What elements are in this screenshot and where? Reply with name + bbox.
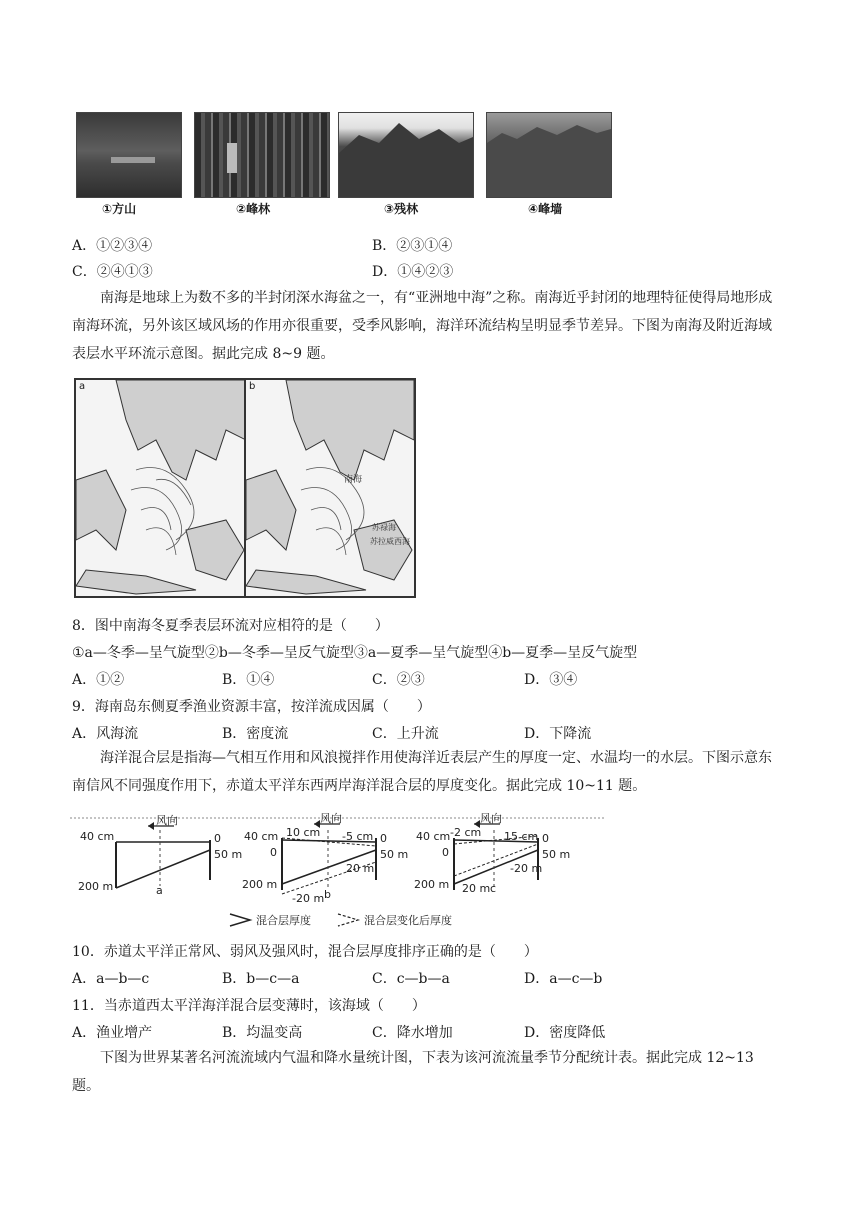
wind-label: 风向 [480,812,502,825]
q7-option-c: C．②④①③ [72,264,153,280]
map-label-south-china-sea: 南海 [344,475,363,485]
q10-option-c: C．c—b—a [372,971,450,987]
map-label-celebes-sea: 苏拉威西海 [370,537,410,546]
photo-caption: ④峰墙 [528,202,563,216]
label-50m: 50 m [380,848,409,861]
q8-option-b: B．①④ [222,672,275,688]
panel-id: c [490,882,497,895]
label-change-top-left: 10 cm [286,826,321,839]
mixed-layer-diagram [70,810,610,936]
mesa-shape [111,157,155,163]
label-change-right: 20 m [346,862,375,875]
q9-option-a: A．风海流 [72,726,139,742]
q9-option-d: D．下降流 [524,726,592,742]
q7-option-b: B．②③①④ [372,238,453,254]
label-0: 0 [442,846,449,859]
photo-fenglin [194,112,330,198]
q11-stem: 11．当赤道西太平洋海洋混合层变薄时，该海域（ ） [72,998,426,1014]
ridge-silhouette [487,113,611,197]
label-200m: 200 m [414,878,450,891]
passage-south-china-sea: 南海是地球上为数不多的半封闭深水海盆之一，有“亚洲地中海”之称。南海近乎封闭的地理特征使得局地形成南海环流，另外该区域风场的作用亦很重要，受季风影响，海洋环流结构呈明显季节差异。下图为南海及附近海域表层水平环流示意图。据此完成 8~9 题。 [72,290,773,362]
label-50m: 50 m [214,848,243,861]
label-change-bottom: 20 m [462,882,491,895]
q10-option-b: B．b—c—a [222,971,300,987]
q8-option-c: C．②③ [372,672,425,688]
panel-id: b [324,888,331,901]
diagram-legend [230,913,452,927]
label-change-top-right: 15 cm [504,830,539,843]
photo-caption: ①方山 [102,202,137,216]
legend-dashed-label: 混合层变化后厚度 [364,914,452,927]
photo-fangshan [76,112,182,198]
q11-option-c: C．降水增加 [372,1025,453,1041]
q10-stem: 10．赤道太平洋正常风、弱风及强风时，混合层厚度排序正确的是（ ） [72,944,538,960]
panel-c [414,811,570,895]
map-a-drawing [76,380,246,596]
q11-option-d: D．密度降低 [524,1025,606,1041]
q8-option-d: D．③④ [524,672,578,688]
q10-option-d: D．a—c—b [524,971,603,987]
label-200m: 200 m [78,880,114,893]
label-40cm: 40 cm [416,830,451,843]
photo-fengqiang [486,112,612,198]
map-tag: b [249,381,256,392]
photo-caption: ③残林 [384,202,419,216]
label-0: 0 [542,832,549,845]
q11-option-a: A．渔业增产 [72,1025,153,1041]
q10-option-a: A．a—b—c [72,971,150,987]
label-200m: 200 m [242,878,278,891]
map-tag: a [79,381,86,392]
photo-caption: ②峰林 [236,202,271,216]
legend-solid-label: 混合层厚度 [256,914,311,927]
panel-b [242,811,408,905]
q9-option-c: C．上升流 [372,726,439,742]
passage-river: 下图为世界某著名河流流域内气温和降水量统计图，下表为该河流流量季节分配统计表。据此完成 12~13 题。 [72,1050,754,1094]
q7-option-a: A．①②③④ [72,238,153,254]
label-change-top-right: -5 cm [342,830,374,843]
map-a [74,378,248,598]
q8-stem: 8．图中南海冬夏季表层环流对应相符的是（ ） [72,618,389,634]
label-change-top-left: -2 cm [450,826,482,839]
label-40cm: 40 cm [244,830,279,843]
peak-highlight [227,143,237,173]
label-50m: 50 m [542,848,571,861]
label-0: 0 [214,832,221,845]
passage-mixed-layer: 海洋混合层是指海—气相互作用和风浪搅拌作用使海洋近表层产生的厚度一定、水温均一的水层。下图示意东南信风不同强度作用下，赤道太平洋东西两岸海洋混合层的厚度变化。据此完成 10~11 题。 [72,750,772,794]
photo-canlin [338,112,474,198]
q9-option-b: B．密度流 [222,726,289,742]
label-40cm: 40 cm [80,830,115,843]
label-change-right: -20 m [510,862,543,875]
q7-option-d: D．①④②③ [372,264,454,280]
map-b-drawing [246,380,414,596]
q9-stem: 9．海南岛东侧夏季渔业资源丰富，按洋流成因属（ ） [72,699,431,715]
label-0: 0 [270,846,277,859]
q8-option-a: A．①② [72,672,125,688]
hill-silhouette [339,113,473,197]
map-b [244,378,416,598]
q8-statements: ①a—冬季—呈气旋型②b—冬季—呈反气旋型③a—夏季—呈气旋型④b—夏季—呈反气旋型 [72,645,638,661]
label-0: 0 [380,832,387,845]
q11-option-b: B．均温变高 [222,1025,303,1041]
wind-label: 风向 [156,814,178,827]
panel-a [78,813,242,897]
panel-id: a [156,884,163,897]
label-change-bottom: -20 m [292,892,325,905]
map-label-sulu-sea: 苏禄海 [372,523,396,532]
wind-label: 风向 [320,812,342,825]
